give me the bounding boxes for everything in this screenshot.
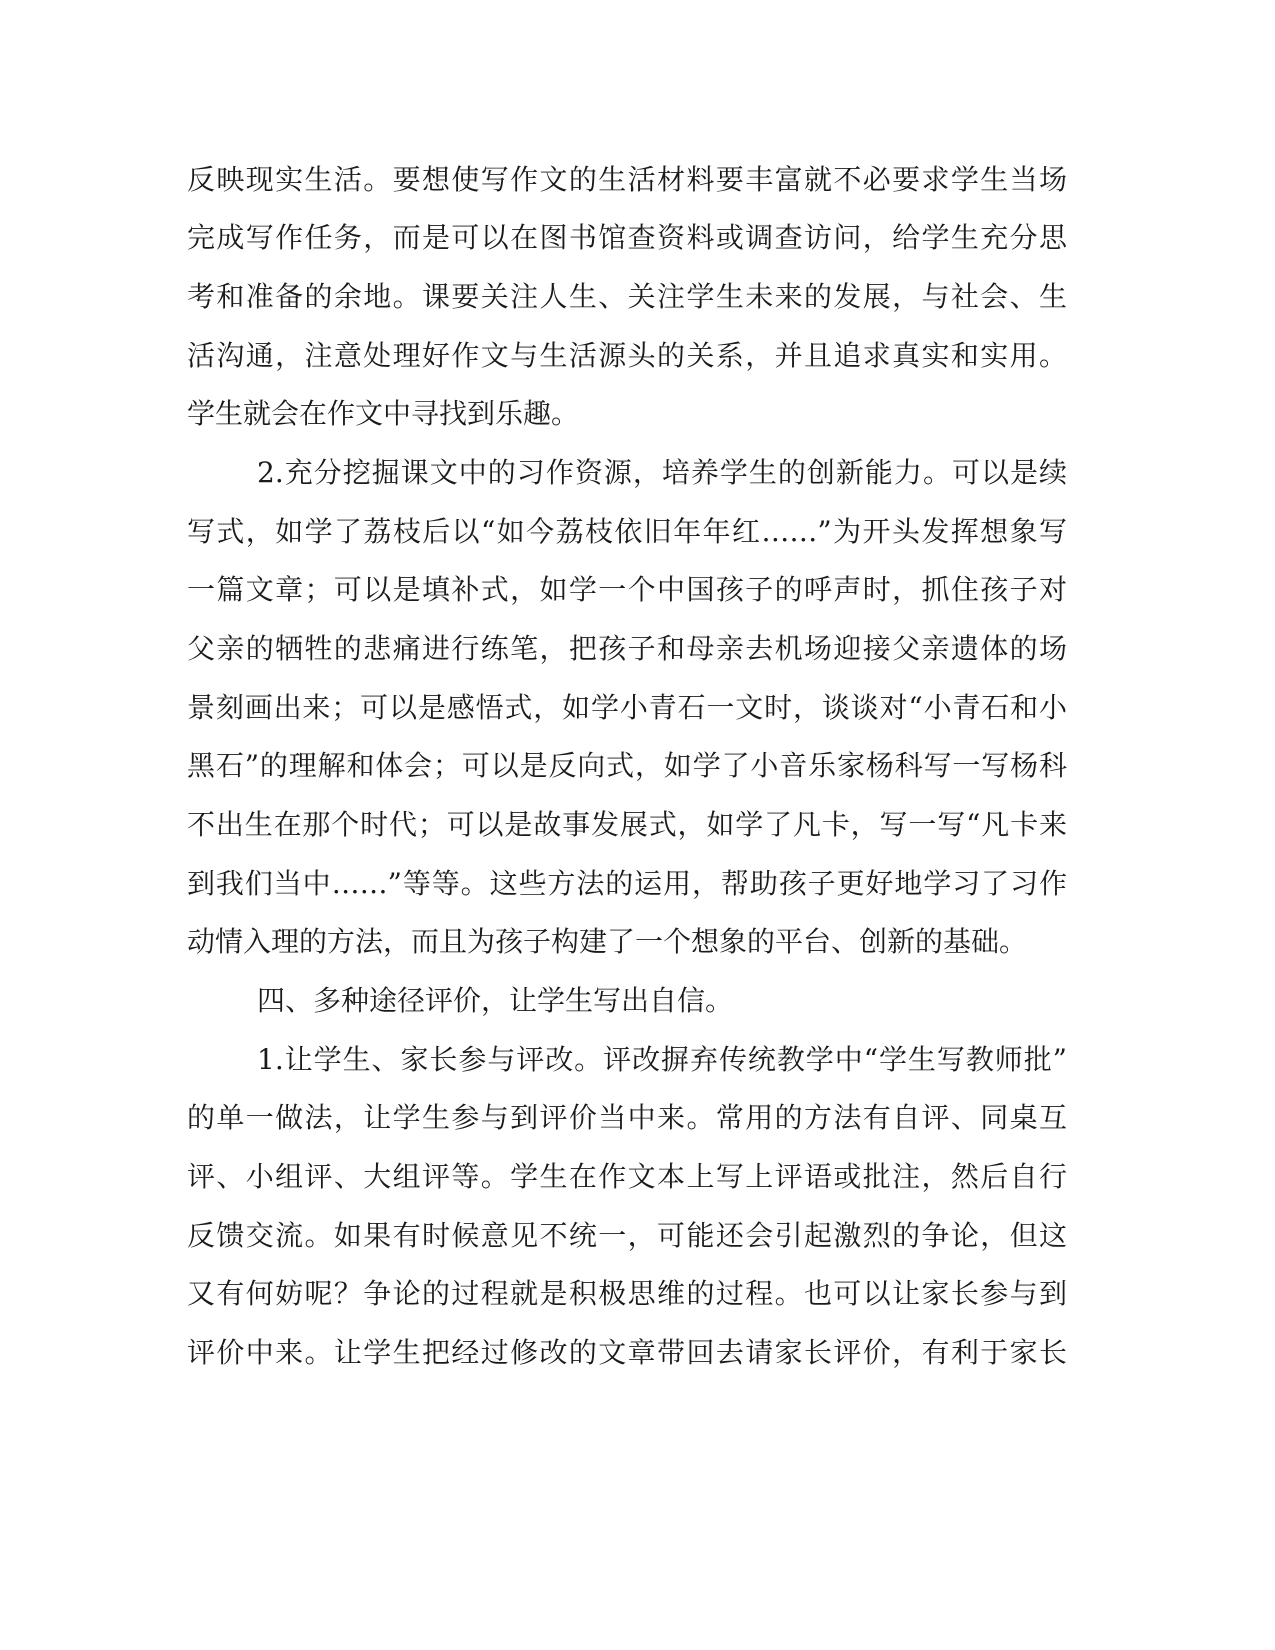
text-line: 评价中来。让学生把经过修改的文章带回去请家长评价，有利于家长 <box>187 1336 1067 1369</box>
text-line: 一篇文章；可以是填补式，如学一个中国孩子的呼声时，抓住孩子对 <box>187 573 1067 606</box>
text-line: 学生就会在作文中寻找到乐趣。 <box>187 397 580 430</box>
text-line: 父亲的牺牲的悲痛进行练笔，把孩子和母亲去机场迎接父亲遗体的场 <box>187 632 1067 665</box>
text-line: 反馈交流。如果有时候意见不统一，可能还会引起激烈的争论，但这 <box>187 1219 1067 1252</box>
text-line: 黑石”的理解和体会；可以是反向式，如学了小音乐家杨科写一写杨科 <box>187 749 1067 782</box>
paragraph-start-line: 1.让学生、家长参与评改。评改摒弃传统教学中“学生写教师批” <box>257 1043 1067 1076</box>
text-line: 的单一做法，让学生参与到评价当中来。常用的方法有自评、同桌互 <box>187 1101 1067 1134</box>
text-line: 不出生在那个时代；可以是故事发展式，如学了凡卡，写一写“凡卡来 <box>187 808 1067 841</box>
text-line: 活沟通，注意处理好作文与生活源头的关系，并且追求真实和实用。 <box>187 339 1067 372</box>
text-line: 评、小组评、大组评等。学生在作文本上写上评语或批注，然后自行 <box>187 1160 1067 1193</box>
text-line: 到我们当中……”等等。这些方法的运用，帮助孩子更好地学习了习作 <box>187 867 1067 900</box>
paragraph-start-line: 2.充分挖掘课文中的习作资源，培养学生的创新能力。可以是续 <box>257 456 1067 489</box>
text-line: 景刻画出来；可以是感悟式，如学小青石一文时，谈谈对“小青石和小 <box>187 691 1067 724</box>
text-line: 考和准备的余地。课要关注人生、关注学生未来的发展，与社会、生 <box>187 280 1067 313</box>
text-line: 又有何妨呢？争论的过程就是积极思维的过程。也可以让家长参与到 <box>187 1277 1067 1310</box>
text-line: 动情入理的方法，而且为孩子构建了一个想象的平台、创新的基础。 <box>187 925 1028 958</box>
section-heading: 四、多种途径评价，让学生写出自信。 <box>257 984 734 1017</box>
text-line: 完成写作任务，而是可以在图书馆查资料或调查访问，给学生充分思 <box>187 221 1067 254</box>
text-line: 反映现实生活。要想使写作文的生活材料要丰富就不必要求学生当场 <box>187 163 1067 196</box>
text-line: 写式，如学了荔枝后以“如今荔枝依旧年年红……”为开头发挥想象写 <box>187 515 1067 548</box>
